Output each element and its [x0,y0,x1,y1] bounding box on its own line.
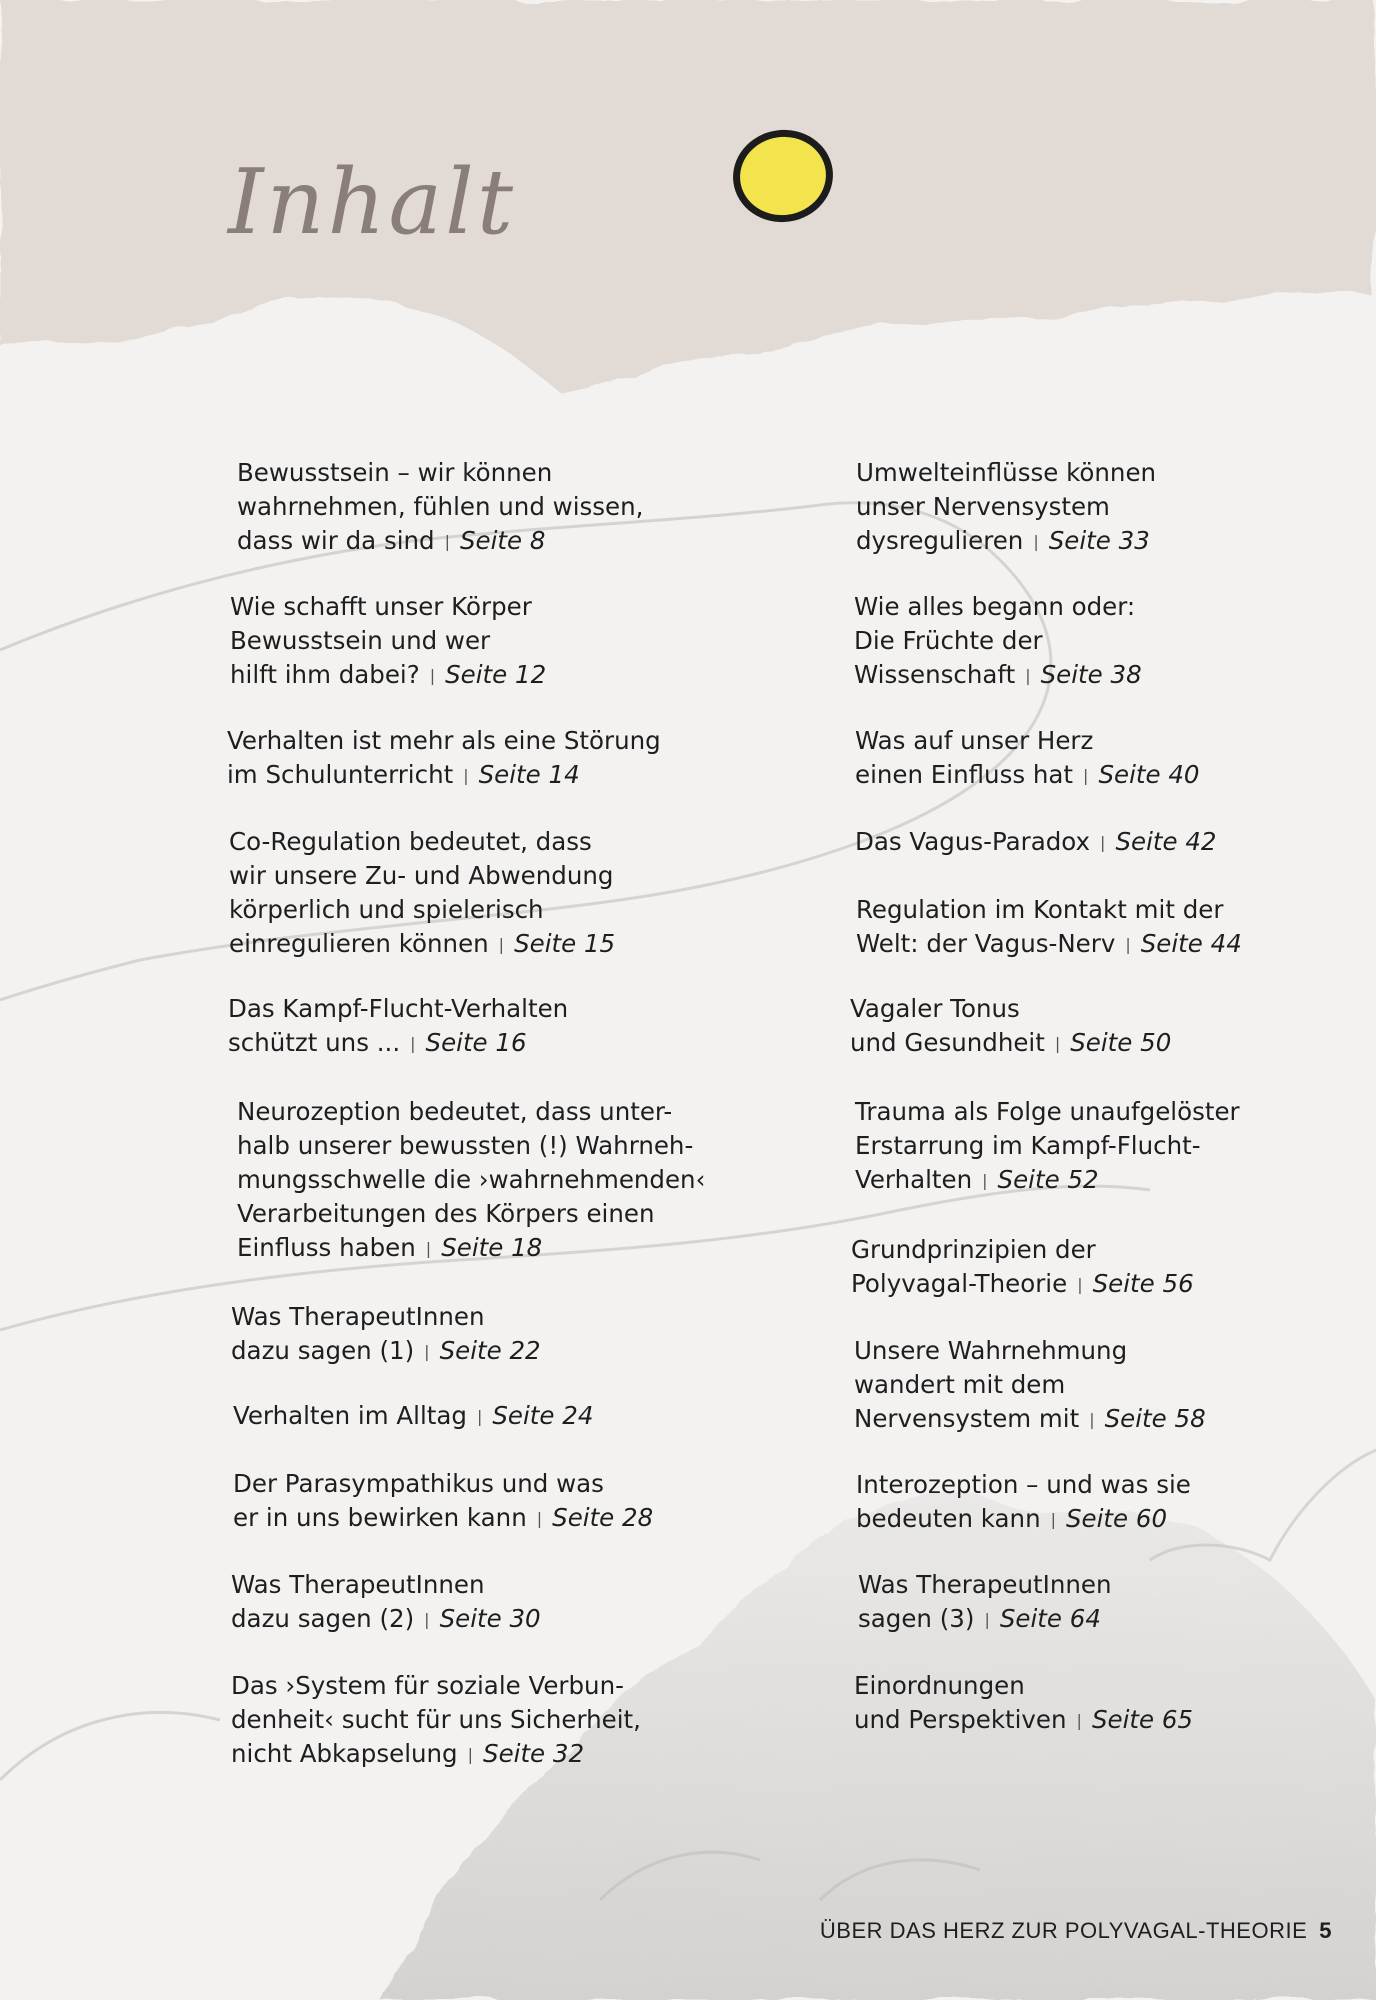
chapter-title-text: Verhalten im Alltag [233,1401,467,1430]
chapter-title-text: dazu sagen (2) [231,1604,415,1633]
chapter-title-text: wahrnehmen, fühlen und wissen, [237,492,644,521]
separator: | [1125,935,1131,954]
chapter-title-text: denheit‹ sucht für uns Sicherheit, [231,1705,641,1734]
chapter-title-text: Verhalten ist mehr als eine Störung [227,726,661,755]
chapter-title-text: Trauma als Folge unaufgelöster [855,1097,1240,1126]
chapter-title-text: Einordnungen [854,1671,1025,1700]
separator: | [1050,1510,1056,1529]
chapter-title-text: Grundprinzipien der [851,1235,1096,1264]
page-reference[interactable]: Seite 44 [1140,929,1242,958]
page-title: Inhalt [228,150,517,255]
page-reference[interactable]: Seite 18 [441,1233,543,1262]
chapter-title-line [227,724,661,758]
chapter-title-line [856,927,1242,964]
chapter-title [227,724,661,795]
chapter-title-line [854,1669,1193,1703]
chapter-title [231,1669,641,1774]
chapter-title-line [233,1399,593,1436]
separator: | [429,666,436,685]
chapter-title-text: Polyvagal-Theorie [851,1269,1068,1298]
chapter-title-line [230,658,546,695]
page-reference[interactable]: Seite 22 [439,1336,541,1365]
chapter-title-line [854,590,1142,624]
chapter-title [854,590,1142,695]
chapter-title-line [237,524,643,561]
chapter-title-text: Die Früchte der [854,626,1043,655]
chapter-title [856,456,1156,561]
chapter-title [854,1669,1193,1740]
chapter-title-line [856,490,1156,524]
chapter-title [856,893,1242,964]
chapter-title-line [231,1737,641,1774]
separator: | [498,935,505,954]
chapter-title-text: schützt uns ... [228,1028,401,1057]
chapter-title-line [237,1163,705,1197]
chapter-title-line [231,1703,641,1737]
chapter-title-text: Vagaler Tonus [850,994,1020,1023]
chapter-title-line [855,1129,1240,1163]
page-reference[interactable]: Seite 33 [1048,526,1150,555]
chapter-title-text: und Gesundheit [850,1028,1045,1057]
chapter-title-line [228,992,568,1026]
chapter-title-text: einregulieren können [229,929,489,958]
chapter-title-line [851,1267,1194,1304]
chapter-title-text: sagen (3) [858,1604,975,1633]
chapter-title-text: er in uns bewirken kann [233,1503,527,1532]
chapter-title [851,1233,1194,1304]
page-reference[interactable]: Seite 40 [1098,760,1200,789]
chapter-title [237,456,643,561]
chapter-title-line [229,825,615,859]
chapter-title-text: Das ›System für soziale Verbun- [231,1671,624,1700]
separator: | [1025,666,1031,685]
chapter-title-line [233,1467,653,1501]
chapter-title-text: dysregulieren [856,526,1024,555]
chapter-title-text: Co-Regulation bedeutet, dass [229,827,592,856]
separator: | [1100,833,1106,852]
chapter-title-text: Einfluss haben [237,1233,416,1262]
chapter-title-line [237,1197,705,1231]
page-reference[interactable]: Seite 50 [1070,1028,1172,1057]
chapter-title-text: körperlich und spielerisch [229,895,544,924]
page-reference[interactable]: Seite 14 [478,760,580,789]
chapter-title-text: im Schulunterricht [227,760,454,789]
chapter-title-text: nicht Abkapselung [231,1739,458,1768]
chapter-title-line [854,1368,1206,1402]
page-reference[interactable]: Seite 56 [1092,1269,1194,1298]
chapter-title [855,1095,1240,1200]
chapter-title-text: Regulation im Kontakt mit der [856,895,1224,924]
chapter-title-text: Das Vagus-Paradox [855,827,1091,856]
chapter-title-line [856,456,1156,490]
page-reference[interactable]: Seite 60 [1066,1504,1168,1533]
chapter-title [850,992,1171,1063]
chapter-title-text: Wie alles begann oder: [854,592,1136,621]
chapter-title-line [854,1334,1206,1368]
chapter-title-line [237,456,643,490]
chapter-title-line [851,1233,1194,1267]
chapter-title-line [229,927,615,964]
chapter-title-text: Was auf unser Herz [855,726,1094,755]
chapter-title-line [231,1334,541,1371]
chapter-title [233,1399,593,1436]
chapter-title-line [227,758,661,795]
chapter-title-text: Welt: der Vagus-Nerv [856,929,1116,958]
chapter-title [229,825,615,964]
chapter-title-line [237,1129,705,1163]
page-reference[interactable]: Seite 42 [1115,827,1217,856]
separator: | [425,1239,432,1258]
chapter-title-line [858,1568,1112,1602]
separator: | [1089,1410,1095,1429]
chapter-title-text: dass wir da sind [237,526,435,555]
chapter-title-line [856,524,1156,561]
chapter-title [858,1568,1112,1639]
chapter-title-line [850,1026,1171,1063]
page-reference[interactable]: Seite 15 [514,929,616,958]
chapter-title-line [237,490,643,524]
chapter-title-line [858,1602,1112,1639]
chapter-title-text: einen Einfluss hat [855,760,1074,789]
page-number: 5 [1319,1918,1332,1943]
chapter-title-line [854,624,1142,658]
chapter-title-line [230,590,546,624]
chapter-title [855,825,1217,862]
separator: | [476,1407,483,1426]
page-reference[interactable]: Seite 12 [445,660,547,689]
chapter-title [228,992,568,1063]
chapter-title-text: unser Nervensystem [856,492,1110,521]
chapter-title-line [231,1602,541,1639]
chapter-title-line [854,658,1142,695]
page-reference[interactable]: Seite 8 [459,526,546,555]
chapter-title-line [237,1095,705,1129]
chapter-title-line [854,1703,1193,1740]
chapter-title-line [231,1300,541,1334]
chapter-title-text: Umwelteinflüsse können [856,458,1157,487]
chapter-title-line [854,1402,1206,1439]
chapter-title [855,724,1200,795]
page-reference[interactable]: Seite 16 [425,1028,527,1057]
chapter-title-line [856,1468,1191,1502]
chapter-title-text: Was TherapeutInnen [858,1570,1112,1599]
separator: | [1076,1711,1082,1730]
chapter-title-text: Neurozeption bedeutet, dass unter- [237,1097,673,1126]
chapter-title-line [855,1095,1240,1129]
separator: | [410,1034,416,1053]
separator: | [467,1745,474,1764]
chapter-title-text: wir unsere Zu- und Abwendung [229,861,614,890]
chapter-title-text: Wie schafft unser Körper [230,592,532,621]
chapter-title-text: Unsere Wahrnehmung [854,1336,1128,1365]
separator: | [1033,532,1039,551]
separator: | [982,1171,988,1190]
chapter-title-text: und Perspektiven [854,1705,1067,1734]
separator: | [444,532,450,551]
separator: | [424,1610,430,1629]
separator: | [424,1342,430,1361]
book-title: ÜBER DAS HERZ ZUR POLYVAGAL-THEORIE [819,1918,1308,1943]
chapter-title-text: Verarbeitungen des Körpers einen [237,1199,655,1228]
separator: | [1083,766,1089,785]
chapter-title-line [231,1669,641,1703]
page-reference[interactable]: Seite 32 [483,1739,585,1768]
separator: | [984,1610,990,1629]
chapter-title-line [237,1231,705,1268]
chapter-title-line [855,1163,1240,1200]
chapter-title [237,1095,705,1268]
chapter-title [856,1468,1191,1539]
chapter-title-line [229,893,615,927]
chapter-title-line [855,825,1217,862]
chapter-title-line [230,624,546,658]
chapter-title-text: Wissenschaft [854,660,1016,689]
chapter-title-text: dazu sagen (1) [231,1336,415,1365]
chapter-title-line [850,992,1171,1026]
chapter-title [231,1568,541,1639]
page-reference[interactable]: Seite 65 [1091,1705,1194,1734]
chapter-title-line [855,758,1200,795]
chapter-title-line [228,1026,568,1063]
chapter-title-line [855,724,1200,758]
chapter-title-line [229,859,615,893]
separator: | [1077,1275,1083,1294]
separator: | [463,766,469,785]
chapter-title-text: Der Parasympathikus und was [233,1469,604,1498]
page-reference[interactable]: Seite 38 [1040,660,1142,689]
chapter-title-text: Was TherapeutInnen [231,1302,485,1331]
page-reference[interactable]: Seite 24 [492,1401,594,1430]
page-reference[interactable]: Seite 30 [439,1604,541,1633]
chapter-title-text: Bewusstsein und wer [230,626,491,655]
chapter-title-text: Erstarrung im Kampf-Flucht- [855,1131,1201,1160]
chapter-title-text: Das Kampf-Flucht-Verhalten [228,994,569,1023]
running-footer [820,1918,1332,1944]
chapter-title [231,1300,541,1371]
chapter-title-text: Was TherapeutInnen [231,1570,485,1599]
chapter-title-text: Bewusstsein – wir können [237,458,553,487]
chapter-title [230,590,546,695]
chapter-title-text: Interozeption – und was sie [856,1470,1191,1499]
chapter-title-line [231,1568,541,1602]
chapter-title-text: wandert mit dem [854,1370,1066,1399]
page-reference[interactable]: Seite 28 [552,1503,654,1532]
chapter-title [233,1467,653,1538]
chapter-title-text: bedeuten kann [856,1504,1041,1533]
separator: | [1054,1034,1061,1053]
page-reference[interactable]: Seite 64 [999,1604,1101,1633]
chapter-title-text: halb unserer bewussten (!) Wahrneh- [237,1131,694,1160]
chapter-title-text: Nervensystem mit [854,1404,1080,1433]
chapter-title-text: mungsschwelle die ›wahrnehmenden‹ [237,1165,706,1194]
chapter-title-text: Verhalten [855,1165,973,1194]
separator: | [536,1509,543,1528]
page-reference[interactable]: Seite 58 [1104,1404,1206,1433]
chapter-title-line [233,1501,653,1538]
chapter-title-line [856,893,1242,927]
chapter-title-line [856,1502,1191,1539]
chapter-title [854,1334,1206,1439]
chapter-title-text: hilft ihm dabei? [230,660,420,689]
page-reference[interactable]: Seite 52 [997,1165,1099,1194]
